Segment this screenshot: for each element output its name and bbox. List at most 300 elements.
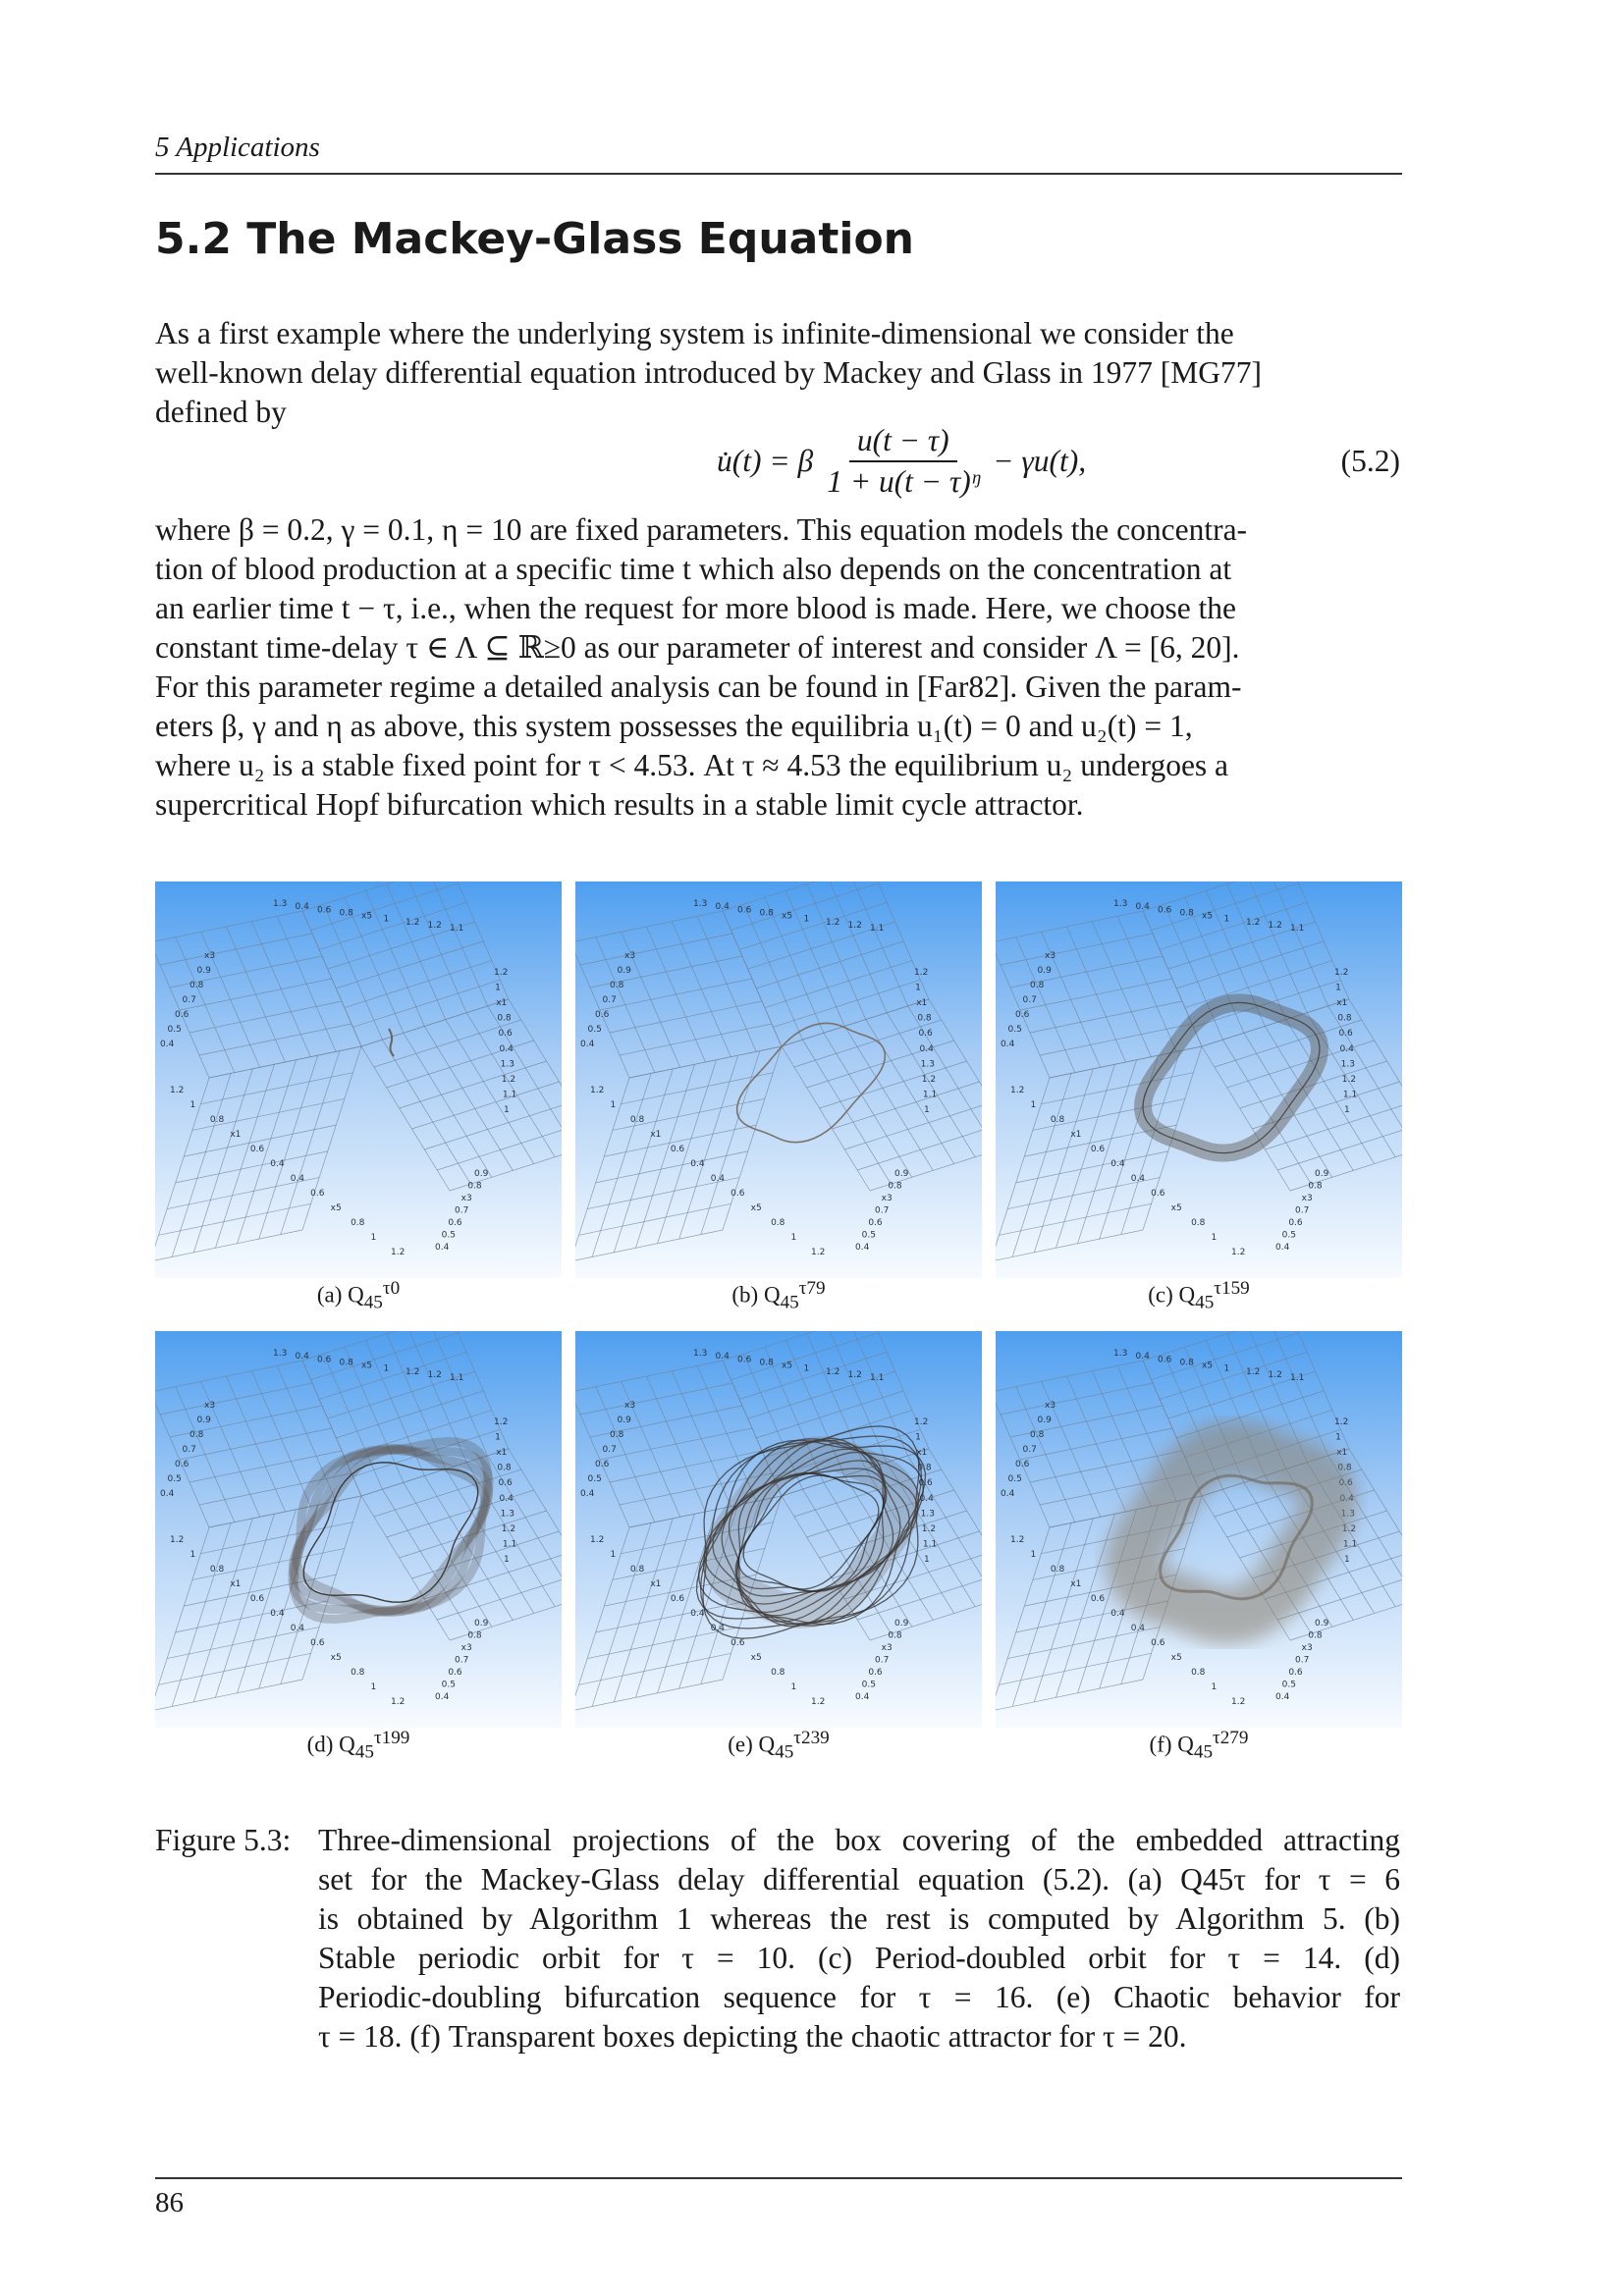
axis-tick-label: x1	[230, 1130, 242, 1140]
axis-tick-label: 0.6	[310, 1638, 325, 1648]
figure-panel-a	[155, 881, 562, 1278]
axis-tick-label: 0.6	[448, 1218, 462, 1228]
axis-tick-label: 0.8	[189, 981, 204, 990]
axis-tick-label: 0.8	[467, 1181, 482, 1192]
axis-tick-label: 0.4	[1110, 1609, 1125, 1619]
axis-tick-label: 0.6	[868, 1218, 883, 1228]
axis-tick-label: 0.4	[710, 1174, 726, 1184]
axis-tick-label: 0.8	[467, 1630, 482, 1641]
axis-tick-label: 0.8	[1179, 1358, 1194, 1368]
axis-tick-label: 1	[803, 1363, 810, 1374]
intro-paragraph	[155, 314, 1400, 432]
figure-panel-e	[575, 1331, 982, 1728]
axis-tick-label: 0.8	[888, 1181, 902, 1192]
axis-tick-label: 1.2	[1334, 1417, 1349, 1427]
axis-tick-label: 1	[790, 1233, 797, 1243]
axis-tick-label: x3	[460, 1643, 472, 1653]
axis-tick-label: 0.6	[310, 1189, 325, 1199]
axis-tick-label: 0.7	[875, 1205, 890, 1216]
axis-tick-label: 1	[1030, 1100, 1037, 1110]
axis-tick-label: 0.6	[737, 905, 752, 916]
intro-line: defined by	[155, 395, 287, 429]
subcaption-d: (d) $Q_{45}^{\tau 199}$	[306, 1728, 410, 1763]
axis-tick-label: 1	[1344, 1105, 1350, 1115]
caption-line: is obtained by Algorithm 1 whereas the rest is computed by Algorithm 5. (b)	[318, 1901, 1400, 1936]
axis-tick-label: x3	[624, 1401, 636, 1411]
axis-tick-label: 0.5	[441, 1680, 456, 1690]
body-line: For this parameter regime a detailed analysis can be found in [Far82]. Given the param-	[155, 669, 1242, 704]
figure-panel-c	[996, 881, 1402, 1278]
axis-tick-label: 0.6	[731, 1638, 745, 1648]
axis-tick-label: 0.6	[670, 1145, 685, 1154]
axis-tick-label: 0.4	[580, 1489, 595, 1499]
axis-tick-label: 0.9	[894, 1169, 909, 1179]
axis-tick-label: 0.4	[435, 1692, 450, 1702]
axis-tick-label: 0.9	[196, 966, 211, 976]
axis-tick-label: 1.2	[391, 1248, 406, 1257]
axis-tick-label: 1	[915, 983, 921, 993]
axis-tick-label: 0.9	[1315, 1169, 1329, 1179]
axis-tick-label: 1.2	[406, 1366, 420, 1377]
axis-tick-label: 0.6	[1090, 1594, 1106, 1604]
axis-tick-label: 0.4	[1130, 1624, 1146, 1633]
axis-tick-label: 1.2	[1341, 1523, 1357, 1534]
subcaption-b: (b) $Q_{45}^{\tau 79}$	[731, 1278, 826, 1313]
axis-tick-label: 0.7	[602, 995, 617, 1005]
axis-tick-label: 0.8	[1030, 1430, 1045, 1440]
axis-tick-label: 0.6	[1151, 1638, 1165, 1648]
axis-tick-label: 1.2	[170, 1535, 185, 1545]
axis-tick-label: 1.2	[427, 920, 442, 931]
axis-tick-label: x1	[1070, 1130, 1082, 1140]
axis-tick-label: 1.3	[1113, 1349, 1128, 1359]
axis-tick-label: 0.7	[875, 1655, 890, 1666]
axis-tick-label: 1	[504, 1555, 510, 1565]
equation-rhs: − γu(t),	[993, 444, 1087, 478]
axis-tick-label: 1.2	[494, 1417, 509, 1427]
axis-tick-label: 0.6	[498, 1029, 513, 1040]
axis-tick-label: 1.1	[1290, 924, 1305, 934]
axis-tick-label: 0.4	[499, 1043, 514, 1054]
intro-line: As a first example where the underlying system is infinite-dimensional we consider the	[155, 316, 1234, 350]
axis-tick-label: 0.8	[917, 1463, 932, 1473]
equation-denominator: 1 + u(t − τ)ᵑ	[827, 464, 980, 499]
footer-rule	[155, 2177, 1402, 2179]
body-line: where β = 0.2, γ = 0.1, η = 10 are fixed parameters. This equation models the concentra-	[155, 512, 1248, 547]
equation-fraction	[819, 423, 987, 500]
body-line: eters β, γ and η as above, this system possesses the equilibria u₁(t) = 0 and u₂(t) = 1,	[155, 709, 1193, 743]
axis-tick-label: 1.3	[1340, 1059, 1355, 1070]
axis-tick-label: 0.4	[290, 1174, 305, 1184]
axis-tick-label: 0.4	[715, 902, 730, 913]
axis-tick-label: 0.5	[1007, 1025, 1022, 1035]
axis-tick-label: 0.6	[317, 1355, 332, 1365]
axis-tick-label: 0.4	[1001, 1489, 1015, 1499]
axis-tick-label: x3	[1301, 1194, 1313, 1203]
subcaption-a: (a) $Q_{45}^{\tau 0}$	[316, 1278, 401, 1313]
axis-tick-label: 0.4	[160, 1040, 175, 1049]
subcaption-e: (e) $Q_{45}^{\tau 239}$	[728, 1728, 830, 1763]
axis-tick-label: 0.4	[1110, 1159, 1125, 1169]
axis-tick-label: 0.8	[888, 1630, 902, 1641]
axis-tick-label: 1.3	[1113, 899, 1128, 909]
axis-tick-label: 1.2	[406, 917, 420, 928]
axis-tick-label: 1.2	[1268, 920, 1282, 931]
axis-tick-label: 0.8	[771, 1218, 785, 1228]
axis-tick-label: 0.6	[317, 905, 332, 916]
page-number: 86	[155, 2187, 184, 2218]
axis-tick-label: x5	[750, 1653, 762, 1663]
axis-tick-label: 1.3	[500, 1059, 514, 1070]
axis-tick-label: 1.2	[1246, 917, 1261, 928]
axis-tick-label: 0.9	[617, 966, 631, 976]
axis-tick-label: x1	[230, 1579, 242, 1589]
axis-tick-label: 0.8	[610, 1430, 624, 1440]
axis-tick-label: 0.4	[1001, 1040, 1015, 1049]
figure-5-3	[155, 881, 1402, 1785]
axis-tick-label: 1.2	[501, 1074, 516, 1085]
intro-line: well-known delay differential equation introduced by Mackey and Glass in 1977 [MG77]	[155, 355, 1263, 390]
axis-tick-label: 0.4	[1135, 902, 1150, 913]
axis-tick-label: 0.6	[1288, 1218, 1303, 1228]
axis-tick-label: 1.1	[1290, 1373, 1305, 1383]
axis-tick-label: 0.5	[861, 1230, 876, 1241]
axis-tick-label: 0.5	[587, 1025, 602, 1035]
axis-tick-label: 0.6	[918, 1029, 933, 1040]
axis-tick-label: 0.7	[182, 995, 196, 1005]
axis-tick-label: 0.7	[455, 1205, 469, 1216]
axis-tick-label: 1.3	[1340, 1509, 1355, 1520]
section-title: 5.2 The Mackey-Glass Equation	[155, 214, 915, 264]
body-paragraph	[155, 510, 1400, 825]
axis-tick-label: 0.4	[1339, 1043, 1354, 1054]
caption-line: set for the Mackey-Glass delay differential equation (5.2). (a) Q45τ for τ = 6	[318, 1862, 1400, 1896]
axis-tick-label: x1	[496, 998, 508, 1009]
axis-tick-label: 0.4	[580, 1040, 595, 1049]
axis-tick-label: 0.7	[182, 1445, 196, 1455]
axis-tick-label: 1	[803, 914, 810, 925]
axis-tick-label: 0.4	[690, 1609, 705, 1619]
axis-tick-label: 1	[915, 1432, 921, 1443]
axis-tick-label: 0.4	[270, 1609, 285, 1619]
axis-tick-label: 1.2	[1231, 1248, 1246, 1257]
axis-tick-label: 0.4	[710, 1624, 726, 1633]
axis-tick-label: 1	[1335, 1432, 1341, 1443]
axis-tick-label: 1	[610, 1550, 617, 1560]
axis-tick-label: 0.8	[1191, 1668, 1206, 1678]
subcaption-c: (c) $Q_{45}^{\tau 159}$	[1148, 1278, 1250, 1313]
axis-tick-label: 0.8	[1308, 1630, 1323, 1641]
axis-tick-label: 1	[1344, 1555, 1350, 1565]
axis-tick-label: x3	[1301, 1643, 1313, 1653]
axis-tick-label: 1	[370, 1233, 377, 1243]
axis-tick-label: 0.4	[919, 1493, 934, 1504]
axis-tick-label: x5	[361, 1361, 373, 1371]
axis-tick-label: x5	[1202, 911, 1214, 922]
axis-tick-label: x3	[1045, 951, 1056, 961]
axis-tick-label: 0.6	[1015, 1010, 1030, 1020]
body-line: tion of blood production at a specific time t which also depends on the concentration at	[155, 552, 1232, 586]
axis-tick-label: 0.4	[160, 1489, 175, 1499]
axis-tick-label: x1	[1070, 1579, 1082, 1589]
axis-tick-label: 1	[924, 1555, 930, 1565]
axis-tick-label: 1.3	[920, 1509, 935, 1520]
axis-tick-label: 0.8	[497, 1463, 512, 1473]
axis-tick-label: 0.7	[455, 1655, 469, 1666]
axis-tick-label: 1.2	[1334, 968, 1349, 978]
axis-tick-label: x3	[881, 1194, 893, 1203]
axis-tick-label: 0.8	[351, 1218, 365, 1228]
axis-tick-label: 0.6	[595, 1460, 610, 1469]
axis-tick-label: 0.9	[1037, 1415, 1052, 1425]
axis-tick-label: 0.4	[499, 1493, 514, 1504]
axis-tick-label: 0.9	[474, 1619, 489, 1629]
axis-tick-label: 0.8	[1191, 1218, 1206, 1228]
axis-tick-label: x1	[496, 1448, 508, 1459]
axis-tick-label: 1	[495, 1432, 501, 1443]
axis-tick-label: 0.6	[249, 1145, 265, 1154]
body-line: constant time-delay τ ∈ Λ ⊆ ℝ≥0 as our parameter of interest and consider Λ = [6, 20].	[155, 630, 1240, 665]
axis-tick-label: 0.6	[1090, 1145, 1106, 1154]
axis-tick-label: 0.7	[1295, 1655, 1310, 1666]
axis-tick-label: 1	[1211, 1233, 1218, 1243]
axis-tick-label: 0.4	[295, 1352, 309, 1362]
axis-tick-label: 1.2	[914, 1417, 929, 1427]
axis-tick-label: 1.3	[273, 899, 288, 909]
axis-tick-label: 0.8	[771, 1668, 785, 1678]
axis-tick-label: 1.2	[847, 920, 862, 931]
axis-tick-label: 1.3	[693, 1349, 708, 1359]
body-line: supercritical Hopf bifurcation which results in a stable limit cycle attractor.	[155, 787, 1084, 822]
axis-tick-label: 1.1	[922, 1539, 938, 1550]
caption-line: τ = 18. (f) Transparent boxes depicting the chaotic attractor for τ = 20.	[318, 2019, 1187, 2054]
axis-tick-label: 0.8	[497, 1013, 512, 1024]
axis-tick-label: 1.2	[811, 1248, 826, 1257]
axis-tick-label: x3	[881, 1643, 893, 1653]
axis-tick-label: 0.8	[1050, 1115, 1065, 1125]
axis-tick-label: 1.1	[502, 1090, 517, 1100]
axis-tick-label: 1.1	[870, 924, 885, 934]
axis-tick-label: 1	[1335, 983, 1341, 993]
axis-tick-label: 0.4	[919, 1043, 934, 1054]
axis-tick-label: 0.6	[1158, 1355, 1172, 1365]
body-line: an earlier time t − τ, i.e., when the request for more blood is made. Here, we choose the	[155, 591, 1237, 625]
axis-tick-label: 0.8	[1179, 908, 1194, 919]
header-rule	[155, 173, 1402, 175]
axis-tick-label: 1.1	[870, 1373, 885, 1383]
axis-tick-label: x1	[1336, 1448, 1348, 1459]
axis-tick-label: 1.2	[847, 1369, 862, 1380]
caption-line: Stable periodic orbit for τ = 10. (c) Period-doubled orbit for τ = 14. (d)	[318, 1941, 1400, 1975]
axis-tick-label: 1.2	[921, 1523, 937, 1534]
axis-tick-label: 0.4	[295, 902, 309, 913]
axis-tick-label: 0.6	[1158, 905, 1172, 916]
axis-tick-label: 0.9	[196, 1415, 211, 1425]
axis-tick-label: 0.6	[448, 1668, 462, 1678]
axis-tick-label: x5	[330, 1203, 342, 1213]
axis-tick-label: 0.8	[351, 1668, 365, 1678]
axis-tick-label: 0.4	[1339, 1493, 1354, 1504]
axis-tick-label: 0.6	[737, 1355, 752, 1365]
axis-tick-label: 1	[383, 1363, 390, 1374]
equation-body	[717, 422, 1086, 501]
axis-tick-label: 1.2	[1010, 1535, 1025, 1545]
axis-tick-label: 1.1	[1342, 1539, 1358, 1550]
axis-tick-label: 1.2	[501, 1523, 516, 1534]
axis-tick-label: 0.9	[1315, 1619, 1329, 1629]
axis-tick-label: 0.6	[868, 1668, 883, 1678]
axis-tick-label: 1.2	[494, 968, 509, 978]
axis-tick-label: 0.8	[1030, 981, 1045, 990]
axis-tick-label: 1	[1223, 1363, 1230, 1374]
axis-tick-label: 1	[790, 1682, 797, 1692]
axis-tick-label: 1	[189, 1100, 196, 1110]
body-line: where u₂ is a stable fixed point for τ < 4.53. At τ ≈ 4.53 the equilibrium u₂ undergoes a	[155, 748, 1229, 782]
figure-panel-f	[996, 1331, 1402, 1728]
axis-tick-label: 0.7	[1022, 995, 1037, 1005]
axis-tick-label: 0.4	[1275, 1243, 1290, 1253]
axis-tick-label: x1	[916, 998, 928, 1009]
axis-tick-label: 1.2	[1246, 1366, 1261, 1377]
axis-tick-label: 1.2	[811, 1697, 826, 1707]
axis-tick-label: 1.1	[1342, 1090, 1358, 1100]
axis-tick-label: 0.9	[474, 1169, 489, 1179]
axis-tick-label: 0.8	[629, 1115, 645, 1125]
axis-tick-label: 0.6	[175, 1010, 189, 1020]
axis-tick-label: 0.4	[715, 1352, 730, 1362]
axis-tick-label: 0.8	[1337, 1463, 1352, 1473]
axis-tick-label: 1	[924, 1105, 930, 1115]
axis-tick-label: x3	[624, 951, 636, 961]
axis-tick-label: 0.8	[339, 908, 353, 919]
axis-tick-label: 0.6	[670, 1594, 685, 1604]
axis-tick-label: 1.2	[921, 1074, 937, 1085]
axis-tick-label: 0.5	[1281, 1230, 1296, 1241]
axis-tick-label: 1.2	[590, 1535, 605, 1545]
axis-tick-label: 0.4	[1135, 1352, 1150, 1362]
axis-tick-label: 0.8	[339, 1358, 353, 1368]
axis-tick-label: 0.9	[1037, 966, 1052, 976]
equation-5-2	[155, 422, 1400, 501]
axis-tick-label: 0.8	[189, 1430, 204, 1440]
axis-tick-label: 0.8	[1308, 1181, 1323, 1192]
axis-tick-label: 0.4	[1275, 1692, 1290, 1702]
axis-tick-label: 0.8	[759, 1358, 774, 1368]
axis-tick-label: 1	[1223, 914, 1230, 925]
axis-tick-label: x5	[1202, 1361, 1214, 1371]
axis-tick-label: 0.7	[1295, 1205, 1310, 1216]
axis-tick-label: 0.6	[1338, 1029, 1353, 1040]
axis-tick-label: 0.7	[1022, 1445, 1037, 1455]
axis-tick-label: 0.8	[209, 1115, 225, 1125]
axis-tick-label: 1	[383, 914, 390, 925]
axis-tick-label: 0.5	[861, 1680, 876, 1690]
axis-tick-label: 0.6	[731, 1189, 745, 1199]
axis-tick-label: x5	[1170, 1653, 1182, 1663]
figure-panel-b	[575, 881, 982, 1278]
axis-tick-label: 0.5	[1281, 1680, 1296, 1690]
axis-tick-label: 0.8	[209, 1565, 225, 1575]
equation-number: (5.2)	[1340, 444, 1400, 478]
axis-tick-label: 1.2	[427, 1369, 442, 1380]
axis-tick-label: x1	[916, 1448, 928, 1459]
axis-tick-label: 0.5	[441, 1230, 456, 1241]
axis-tick-label: x5	[750, 1203, 762, 1213]
axis-tick-label: 1.2	[1268, 1369, 1282, 1380]
figure-caption-text	[318, 1821, 1400, 2056]
axis-tick-label: 1.3	[273, 1349, 288, 1359]
axis-tick-label: 0.9	[617, 1415, 631, 1425]
axis-tick-label: 1.3	[500, 1509, 514, 1520]
axis-tick-label: 1.2	[391, 1697, 406, 1707]
axis-tick-label: 1	[1211, 1682, 1218, 1692]
axis-tick-label: 0.6	[175, 1460, 189, 1469]
axis-tick-label: 1	[189, 1550, 196, 1560]
axis-tick-label: 1.2	[826, 917, 840, 928]
axis-tick-label: 0.8	[759, 908, 774, 919]
axis-tick-label: 0.4	[1130, 1174, 1146, 1184]
axis-tick-label: 0.6	[918, 1478, 933, 1489]
axis-tick-label: 0.5	[1007, 1474, 1022, 1484]
axis-tick-label: 1	[370, 1682, 377, 1692]
axis-tick-label: 1.2	[1010, 1086, 1025, 1095]
axis-tick-label: 1.2	[170, 1086, 185, 1095]
axis-tick-label: 0.4	[855, 1692, 870, 1702]
axis-tick-label: 1.2	[914, 968, 929, 978]
running-header: 5 Applications	[155, 132, 320, 163]
axis-tick-label: x5	[361, 911, 373, 922]
axis-tick-label: 0.5	[587, 1474, 602, 1484]
axis-tick-label: 0.5	[167, 1474, 182, 1484]
axis-tick-label: 0.8	[629, 1565, 645, 1575]
equation-numerator: u(t − τ)	[849, 423, 957, 462]
axis-tick-label: 1.2	[590, 1086, 605, 1095]
axis-tick-label: 0.4	[690, 1159, 705, 1169]
axis-tick-label: 0.7	[602, 1445, 617, 1455]
axis-tick-label: 1	[1030, 1550, 1037, 1560]
axis-tick-label: x3	[460, 1194, 472, 1203]
axis-tick-label: 1.3	[920, 1059, 935, 1070]
figure-caption-label: Figure 5.3:	[155, 1823, 292, 1857]
axis-tick-label: 0.8	[610, 981, 624, 990]
axis-tick-label: x1	[1336, 998, 1348, 1009]
axis-tick-label: x5	[782, 911, 793, 922]
axis-tick-label: 0.4	[855, 1243, 870, 1253]
axis-tick-label: 0.8	[1050, 1565, 1065, 1575]
axis-tick-label: 1.3	[693, 899, 708, 909]
axis-tick-label: 0.4	[435, 1243, 450, 1253]
axis-tick-label: 1.1	[450, 1373, 464, 1383]
axis-tick-label: x3	[204, 951, 216, 961]
axis-tick-label: 0.6	[1151, 1189, 1165, 1199]
subcaption-f: (f) $Q_{45}^{\tau 279}$	[1149, 1728, 1249, 1763]
figure-panel-d	[155, 1331, 562, 1728]
axis-tick-label: 0.6	[249, 1594, 265, 1604]
axis-tick-label: 0.5	[167, 1025, 182, 1035]
axis-tick-label: 0.4	[290, 1624, 305, 1633]
axis-tick-label: 1.2	[826, 1366, 840, 1377]
equation-lhs: u̇(t) = β	[717, 444, 814, 478]
axis-tick-label: 0.4	[270, 1159, 285, 1169]
axis-tick-label: 1	[610, 1100, 617, 1110]
axis-tick-label: 1.1	[450, 924, 464, 934]
axis-tick-label: 1.1	[922, 1090, 938, 1100]
caption-line: Periodic-doubling bifurcation sequence for τ = 16. (e) Chaotic behavior for	[318, 1980, 1400, 2014]
axis-tick-label: 0.8	[917, 1013, 932, 1024]
axis-tick-label: 1.2	[1231, 1697, 1246, 1707]
axis-tick-label: x5	[1170, 1203, 1182, 1213]
axis-tick-label: 0.9	[894, 1619, 909, 1629]
